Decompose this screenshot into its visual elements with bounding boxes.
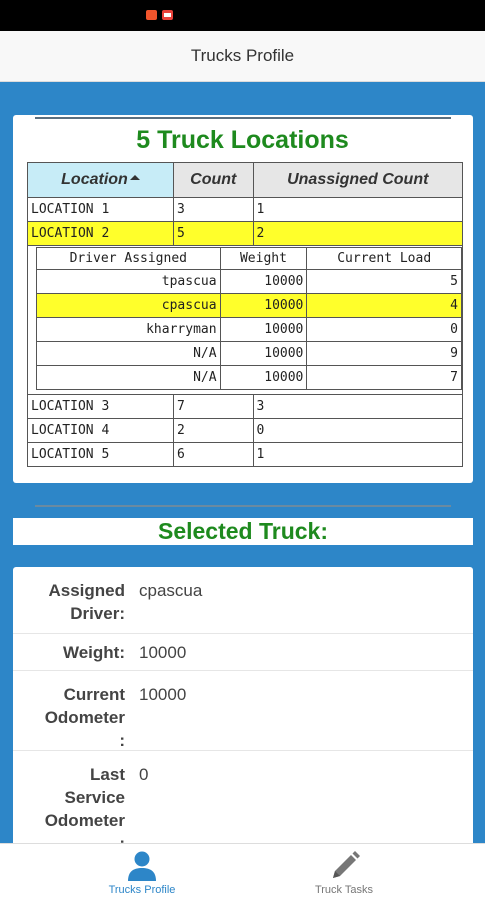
location-unassigned: 1	[253, 443, 462, 467]
location-row[interactable]	[28, 395, 463, 419]
last-service-odometer-label: Last Service Odometer	[44, 765, 125, 830]
nav-label: Truck Tasks	[314, 884, 374, 896]
assigned-driver-value: cpascua	[139, 581, 203, 600]
location-unassigned: 2	[253, 222, 462, 246]
locations-title: 5 Truck Locations	[136, 126, 349, 154]
section-divider	[35, 505, 451, 507]
person-icon	[127, 850, 157, 882]
locations-header-row	[28, 163, 463, 198]
column-header-current-load[interactable]: Current Load	[307, 248, 462, 270]
driver-weight: 10000	[220, 270, 307, 294]
nav-tab-truck-tasks[interactable]	[244, 844, 444, 900]
driver-row[interactable]	[37, 270, 462, 294]
driver-weight: 10000	[220, 342, 307, 366]
last-service-odometer-value: 0	[139, 765, 149, 784]
location-unassigned: 0	[253, 419, 462, 443]
column-header-count[interactable]: Count	[174, 163, 254, 198]
driver-load: 9	[307, 342, 462, 366]
location-count: 5	[174, 222, 254, 246]
drivers-header-row	[37, 248, 462, 270]
selected-truck-title: Selected Truck:	[157, 518, 329, 544]
location-name: LOCATION 1	[28, 198, 174, 222]
driver-name: kharryman	[37, 318, 221, 342]
location-row-selected[interactable]	[28, 222, 463, 246]
current-odometer-label: Current Odometer :	[44, 685, 125, 750]
card-top-divider	[35, 117, 451, 119]
driver-weight: 10000	[220, 366, 307, 390]
nav-label: Trucks Profile	[108, 884, 176, 896]
column-header-weight[interactable]: Weight	[220, 248, 307, 270]
location-unassigned: 3	[253, 395, 462, 419]
weight-label: Weight:	[62, 643, 125, 662]
location-count: 2	[174, 419, 254, 443]
drivers-container	[28, 246, 463, 395]
location-detail-row	[28, 246, 463, 395]
detail-row-driver	[13, 567, 473, 634]
selected-truck-banner	[13, 518, 473, 545]
mail-notification-icon	[162, 10, 173, 20]
driver-row[interactable]	[37, 342, 462, 366]
current-odometer-value: 10000	[139, 685, 187, 704]
location-count: 6	[174, 443, 254, 467]
driver-row[interactable]	[37, 318, 462, 342]
column-header-unassigned-count[interactable]: Unassigned Count	[253, 163, 462, 198]
truck-details-card	[13, 567, 473, 857]
detail-row-service	[13, 751, 473, 857]
page-title: Trucks Profile	[190, 46, 295, 65]
location-count: 7	[174, 395, 254, 419]
driver-row-selected[interactable]	[37, 294, 462, 318]
location-count: 3	[174, 198, 254, 222]
location-row[interactable]	[28, 198, 463, 222]
location-name: LOCATION 5	[28, 443, 174, 467]
column-header-driver[interactable]: Driver Assigned	[37, 248, 221, 270]
driver-name: N/A	[37, 342, 221, 366]
sort-ascending-icon	[130, 175, 140, 180]
driver-row[interactable]	[37, 366, 462, 390]
driver-load: 4	[307, 294, 462, 318]
assigned-driver-label: Assigned Driver:	[48, 581, 125, 623]
column-header-location[interactable]: Location	[28, 163, 174, 198]
status-bar	[0, 0, 485, 31]
location-row[interactable]	[28, 443, 463, 467]
drivers-table	[36, 247, 462, 390]
nav-tab-trucks-profile[interactable]	[42, 844, 242, 900]
location-name: LOCATION 4	[28, 419, 174, 443]
location-row[interactable]	[28, 419, 463, 443]
bottom-nav	[0, 843, 485, 900]
driver-name: tpascua	[37, 270, 221, 294]
driver-name: cpascua	[37, 294, 221, 318]
detail-row-odometer	[13, 671, 473, 751]
detail-row-weight	[13, 634, 473, 671]
location-unassigned: 1	[253, 198, 462, 222]
weight-value: 10000	[139, 643, 187, 662]
pencil-icon	[329, 850, 361, 882]
driver-load: 0	[307, 318, 462, 342]
driver-name: N/A	[37, 366, 221, 390]
driver-weight: 10000	[220, 318, 307, 342]
app-header	[0, 31, 485, 82]
locations-table	[27, 162, 463, 467]
location-name: LOCATION 3	[28, 395, 174, 419]
notification-icon	[146, 10, 157, 20]
driver-load: 7	[307, 366, 462, 390]
driver-weight: 10000	[220, 294, 307, 318]
driver-load: 5	[307, 270, 462, 294]
location-name: LOCATION 2	[28, 222, 174, 246]
